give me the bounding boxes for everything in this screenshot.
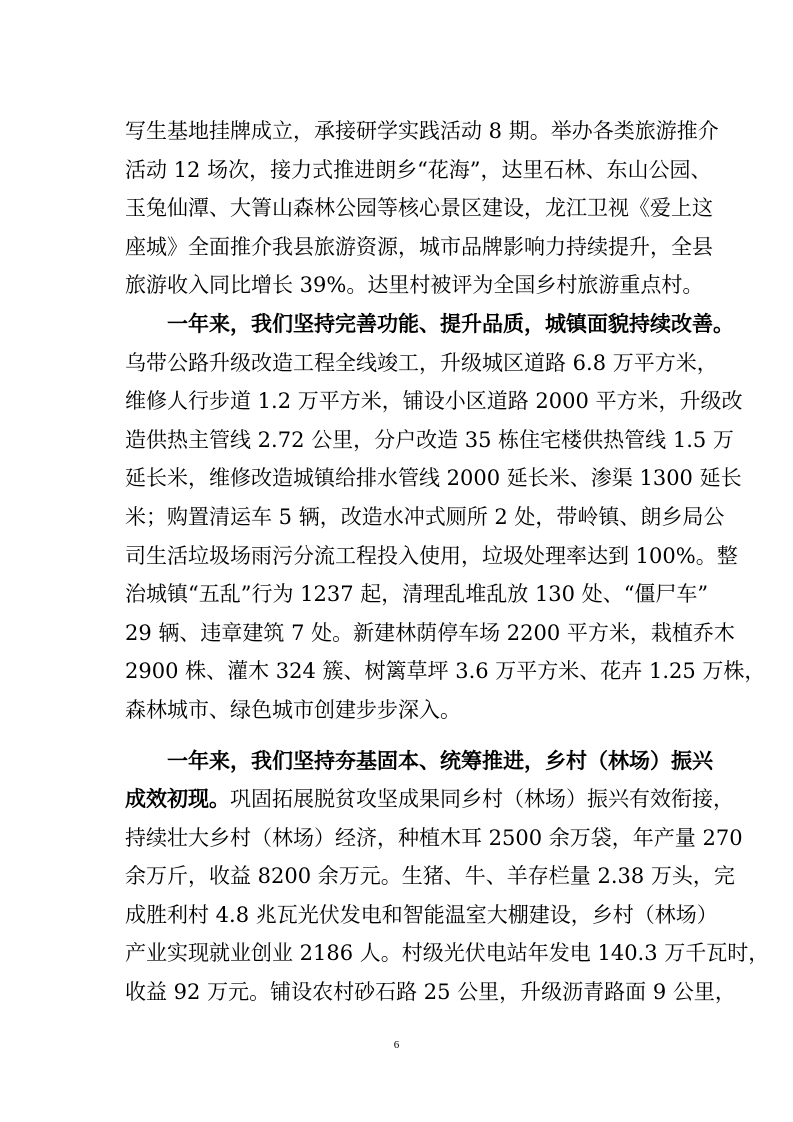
text-line: 2900 株、灌木 324 簇、树篱草坪 3.6 万平方米、花卉 1.25 万株， [125,659,766,684]
text-line: 活动 12 场次，接力式推进朗乡“花海”，达里石林、东山公园、 [125,157,712,182]
text-line: 玉兔仙潭、大箐山森林公园等核心景区建设，龙江卫视《爱上这 [125,196,713,221]
text-line: 维修人行步道 1.2 万平方米，铺设小区道路 2000 平方米，升级改 [125,389,743,414]
paragraph-heading: 一年来，我们坚持夯基固本、统筹推进，乡村（林场）振兴 [167,747,713,773]
text-line: 座城》全面推介我县旅游资源，城市品牌影响力持续提升，全县 [125,234,713,259]
text-line: 成胜利村 4.8 兆瓦光伏发电和智能温室大棚建设，乡村（林场） [125,902,718,927]
paragraph-heading: 一年来，我们坚持完善功能、提升品质，城镇面貌持续改善。 [167,310,734,336]
text-span: 巩固拓展脱贫攻坚成果同乡村（林场）振兴有效衔接， [230,787,734,812]
paragraph-rural [125,742,770,1012]
text-line: 司生活垃圾场雨污分流工程投入使用，垃圾处理率达到 100%。整 [125,543,738,568]
text-line: 延长米，维修改造城镇给排水管线 2000 延长米、渗渠 1300 延长 [125,466,742,491]
page-number: 6 [393,1039,400,1051]
text-line: 森林城市、绿色城市创建步步深入。 [125,697,461,722]
paragraph-tourism [125,112,719,305]
text-line: 持续壮大乡村（林场）经济，种植木耳 2500 余万袋，年产量 270 [125,825,743,850]
text-line: 收益 92 万元。铺设农村砂石路 25 公里，升级沥青路面 9 公里， [125,980,736,1005]
text-line: 米；购置清运车 5 辆，改造水冲式厕所 2 处，带岭镇、朗乡局公 [125,504,725,529]
paragraph-heading-end: 成效初现。 [125,786,230,812]
text-line: 产业实现就业创业 2186 人。村级光伏电站年发电 140.3 万千瓦时， [125,941,770,966]
text-line: 余万斤，收益 8200 余万元。生猪、牛、羊存栏量 2.38 万头，完 [125,864,735,889]
text-line: 治城镇“五乱”行为 1237 起，清理乱堆乱放 130 处、“僵尸车” [125,582,709,607]
paragraph-urban [125,305,766,730]
text-line: 乌带公路升级改造工程全线竣工，升级城区道路 6.8 万平方米， [125,350,718,375]
text-line: 写生基地挂牌成立，承接研学实践活动 8 期。举办各类旅游推介 [125,119,719,143]
text-line: 29 辆、违章建筑 7 处。新建林荫停车场 2200 平方米，栽植乔木 [125,620,735,645]
text-line: 造供热主管线 2.72 公里，分户改造 35 栋住宅楼供热管线 1.5 万 [125,427,734,452]
document-body [125,112,770,1012]
text-line: 旅游收入同比增长 39%。达里村被评为全国乡村旅游重点村。 [125,273,704,298]
text-line [125,780,734,819]
